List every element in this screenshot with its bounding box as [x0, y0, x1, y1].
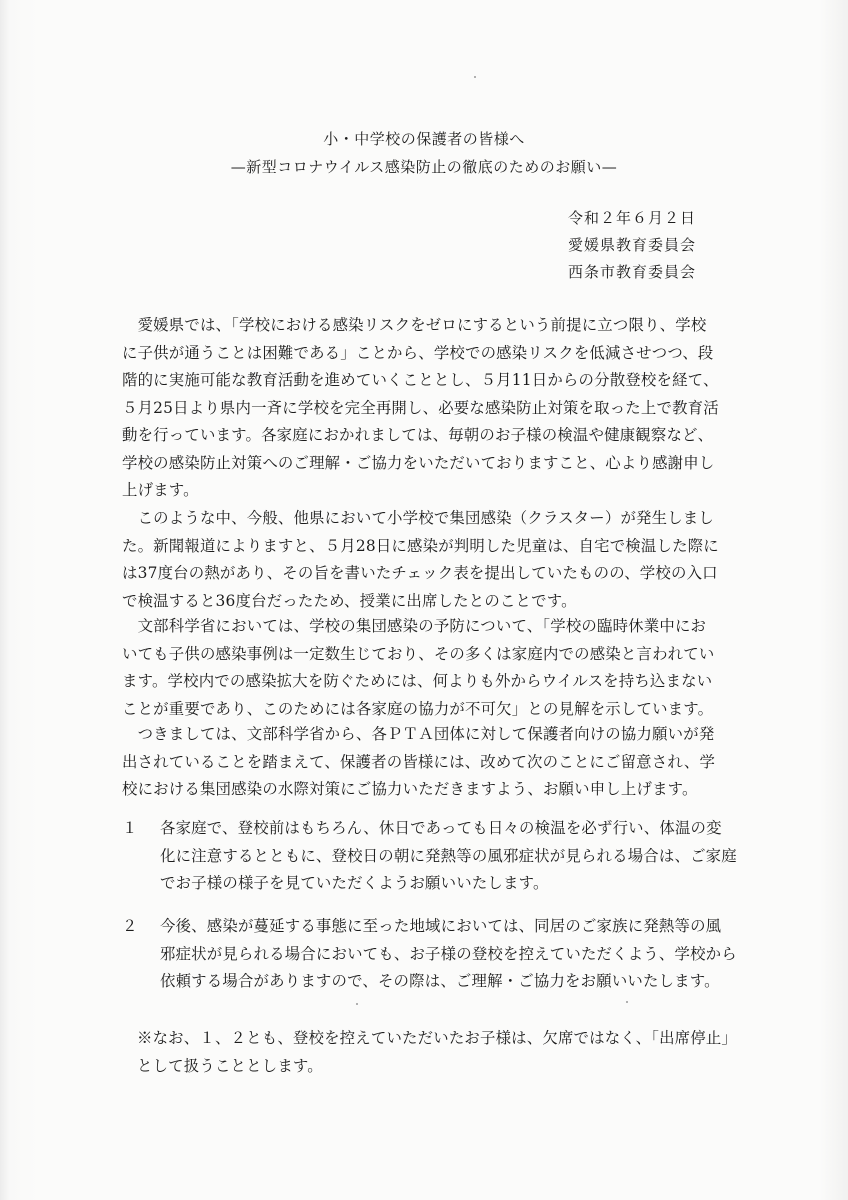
item-line: でお子様の様子を見ていただくようお願いいたします。: [160, 874, 549, 892]
paragraph-line: いても子供の感染事例は一定数生じており、その多くは家庭内での感染と言われてい: [122, 644, 715, 663]
item-line: 依頼する場合がありますので、その際は、ご理解・ご協力をお願いいたします。: [160, 972, 720, 990]
item-number: ２: [122, 917, 138, 935]
footnote-line: ※なお、１、２とも、登校を控えていただいたお子様は、欠席ではなく、「出席停止」: [137, 1029, 738, 1047]
item-number: １: [122, 819, 138, 837]
paragraph-1: [122, 312, 742, 505]
paragraph-line: つきましては、文部科学省から、各ＰＴＡ団体に対して保護者向けの協力願いが発: [122, 725, 715, 743]
paragraph-line: 愛媛県では、「学校における感染リスクをゼロにするという前提に立つ限り、学校: [122, 316, 707, 334]
paragraph-line: 校における集団感染の水際対策にご協力いただきますよう、お願い申し上げます。: [122, 780, 698, 798]
paragraph-line: 文部科学省においては、学校の集団感染の予防について、「学校の臨時休業中にお: [122, 617, 707, 635]
paragraph-line: に子供が通うことは困難である」ことから、学校での感染リスクを低減させつつ、段: [122, 343, 714, 362]
scan-speck: [474, 76, 476, 78]
item-line: 化に注意するとともに、登校日の朝に発熱等の風邪症状が見られる場合は、ご家庭: [160, 846, 737, 865]
paragraph-line: で検温すると36度台だったため、授業に出席したとのことです。: [122, 591, 577, 610]
scan-speck: [356, 1003, 358, 1005]
paragraph-line: は37度台の熱があり、その旨を書いたチェック表を提出していたものの、学校の入口: [122, 564, 718, 582]
document-subtitle: —新型コロナウイルス感染防止の徹底のためのお願い—: [230, 158, 618, 176]
paragraph-2: [122, 505, 742, 615]
paragraph-line: 上げます。: [122, 481, 199, 499]
document-title: 小・中学校の保護者の皆様へ: [323, 130, 525, 148]
paragraph-line: た。新聞報道によりますと、５月28日に感染が判明した児童は、自宅で検温した際に: [122, 536, 719, 555]
paragraph-line: 階的に実施可能な教育活動を進めていくこととし、５月11日からの分散登校を経て、: [122, 371, 719, 389]
paragraph-3: [122, 613, 742, 723]
issuer-prefecture: 愛媛県教育委員会: [568, 236, 697, 254]
paragraph-line: ５月25日より県内一斉に学校を完全再開し、必要な感染防止対策を取った上で教育活: [122, 398, 719, 417]
paragraph-line: ます。学校内での感染拡大を防ぐためには、何よりも外からウイルスを持ち込まない: [122, 672, 713, 690]
paragraph-line: 出されていることを踏まえて、保護者の皆様には、改めて次のことにご留意され、学: [122, 752, 716, 771]
footnote: [137, 1024, 737, 1079]
item-line: 各家庭で、登校前はもちろん、休日であっても日々の検温を必ず行い、体温の変: [160, 819, 722, 837]
footnote-line: として扱うこととします。: [137, 1056, 323, 1075]
issue-date: 令和２年６月２日: [568, 209, 697, 227]
paragraph-line: このような中、今般、他県において小学校で集団感染（クラスター）が発生しまし: [122, 509, 714, 527]
item-body: [160, 912, 760, 995]
paragraph-4: [122, 721, 742, 804]
paragraph-line: ことが重要であり、このためには各家庭の協力が不可欠」との見解を示しています。: [122, 699, 714, 718]
issuer-city: 西条市教育委員会: [568, 263, 697, 281]
item-line: 邪症状が見られる場合においても、お子様の登校を控えていただくよう、学校から: [160, 944, 737, 963]
scan-speck: [626, 1001, 628, 1003]
paragraph-line: 学校の感染防止対策へのご理解・ご協力をいただいておりますこと、心より感謝申し: [122, 453, 715, 472]
paragraph-line: 動を行っています。各家庭におかれましては、毎朝のお子様の検温や健康観察など、: [122, 426, 714, 444]
item-body: [160, 814, 760, 897]
item-line: 今後、感染が蔓延する事態に至った地域においては、同居のご家族に発熱等の風: [160, 917, 722, 935]
